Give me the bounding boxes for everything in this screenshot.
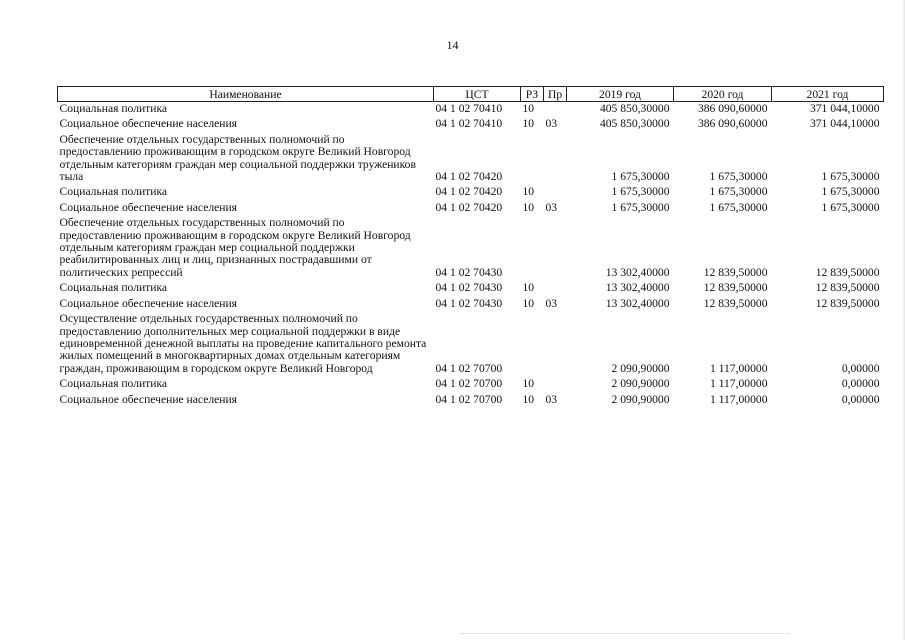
row-rz xyxy=(521,216,544,281)
row-name: Социальное обеспечение населения xyxy=(59,296,238,310)
row-rz xyxy=(521,133,544,186)
row-cst: 04 1 02 70420 xyxy=(435,200,503,214)
table-header-row xyxy=(58,87,884,102)
row-cst: 04 1 02 70430 xyxy=(435,265,503,279)
header-rz: РЗ xyxy=(521,87,544,102)
row-cst: 04 1 02 70700 xyxy=(435,392,503,406)
row-rz: 10 xyxy=(522,185,535,199)
row-value-2021: 1 675,30000 xyxy=(821,185,880,199)
table-row xyxy=(58,102,884,118)
row-value-2019: 2 090,90000 xyxy=(611,377,670,391)
row-pr: 03 xyxy=(545,200,558,214)
row-value-2019: 13 302,40000 xyxy=(605,265,670,279)
table-row xyxy=(58,393,884,408)
row-name: Социальная политика xyxy=(59,281,168,295)
table-row xyxy=(58,185,884,200)
header-cst: ЦСТ xyxy=(434,87,521,102)
row-value-2020: 386 090,60000 xyxy=(697,102,768,115)
row-value-2019: 1 675,30000 xyxy=(611,200,670,214)
row-value-2021: 0,00000 xyxy=(841,361,880,375)
row-value-2020: 1 117,00000 xyxy=(709,377,768,391)
row-name: Обеспечение отдельных государственных полномочий по предоставлению проживающим в городском округе Великий Новгород отдельным категориям граждан мер социальной поддержки тружеников тыла xyxy=(59,132,416,184)
row-rz: 10 xyxy=(522,281,535,295)
header-name: Наименование xyxy=(58,87,434,102)
row-pr: 03 xyxy=(545,296,558,310)
row-name: Социальное обеспечение населения xyxy=(59,392,238,406)
row-value-2020: 12 839,50000 xyxy=(703,265,768,279)
row-rz: 10 xyxy=(522,296,535,310)
row-cst: 04 1 02 70410 xyxy=(435,117,503,131)
row-rz: 10 xyxy=(522,102,535,115)
row-value-2020: 12 839,50000 xyxy=(703,296,768,310)
budget-table xyxy=(57,86,884,408)
row-value-2019: 1 675,30000 xyxy=(611,185,670,199)
row-value-2019: 13 302,40000 xyxy=(605,281,670,295)
row-cst: 04 1 02 70430 xyxy=(435,296,503,310)
table-body xyxy=(58,102,884,408)
row-cst: 04 1 02 70700 xyxy=(435,377,503,391)
header-2021: 2021 год xyxy=(772,87,884,102)
table-row xyxy=(58,377,884,392)
row-value-2020: 1 117,00000 xyxy=(709,361,768,375)
table-row xyxy=(58,281,884,296)
row-value-2021: 0,00000 xyxy=(841,377,880,391)
table-row xyxy=(58,312,884,377)
row-pr xyxy=(544,185,567,200)
table-row xyxy=(58,133,884,186)
row-value-2021: 1 675,30000 xyxy=(821,170,880,184)
row-name: Социальное обеспечение населения xyxy=(59,200,238,214)
row-value-2021: 12 839,50000 xyxy=(815,281,880,295)
row-value-2020: 1 117,00000 xyxy=(709,392,768,406)
row-rz xyxy=(521,312,544,377)
row-pr xyxy=(544,377,567,392)
row-name: Социальная политика xyxy=(59,377,168,391)
row-rz: 10 xyxy=(522,200,535,214)
row-pr xyxy=(544,133,567,186)
row-pr xyxy=(544,102,567,118)
row-rz: 10 xyxy=(522,392,535,406)
page-number: 14 xyxy=(446,38,459,52)
row-value-2020: 12 839,50000 xyxy=(703,281,768,295)
row-value-2019: 405 850,30000 xyxy=(599,117,670,131)
row-cst: 04 1 02 70410 xyxy=(435,102,503,115)
header-2019: 2019 год xyxy=(567,87,674,102)
row-value-2021: 12 839,50000 xyxy=(815,296,880,310)
row-value-2021: 371 044,10000 xyxy=(809,102,880,115)
row-value-2019: 2 090,90000 xyxy=(611,361,670,375)
row-cst: 04 1 02 70420 xyxy=(435,170,503,184)
row-name: Социальное обеспечение населения xyxy=(59,117,238,131)
row-cst: 04 1 02 70430 xyxy=(435,281,503,295)
row-pr: 03 xyxy=(545,392,558,406)
row-cst: 04 1 02 70420 xyxy=(435,185,503,199)
row-value-2021: 0,00000 xyxy=(841,392,880,406)
row-value-2020: 1 675,30000 xyxy=(709,170,768,184)
table-row xyxy=(58,117,884,132)
row-cst: 04 1 02 70700 xyxy=(435,361,503,375)
row-value-2020: 386 090,60000 xyxy=(697,117,768,131)
row-value-2019: 2 090,90000 xyxy=(611,392,670,406)
row-pr: 03 xyxy=(545,117,558,131)
row-pr xyxy=(544,216,567,281)
row-name: Обеспечение отдельных государственных полномочий по предоставлению проживающим в городском округе Великий Новгород отдельным категориям граждан мер социальной поддержки реабилитированных лиц и лиц, признанных пострадавшими от политических репрессий xyxy=(59,216,411,279)
row-name: Социальная политика xyxy=(59,185,168,199)
scan-bottom-artifact xyxy=(460,633,790,636)
row-value-2019: 405 850,30000 xyxy=(599,102,670,115)
row-name: Осуществление отдельных государственных полномочий по предоставлению дополнительных мер социальной поддержки в виде единовременной денежной выплаты на проведение капитального ремонта жилых помещений в многоквартирных домах отдельным категориям граждан, проживающим в городском округе Великий Новгород xyxy=(59,312,427,375)
row-value-2019: 1 675,30000 xyxy=(611,170,670,184)
header-pr: Пр xyxy=(544,87,567,102)
table-row xyxy=(58,297,884,312)
row-value-2021: 12 839,50000 xyxy=(815,265,880,279)
row-value-2020: 1 675,30000 xyxy=(709,200,768,214)
row-value-2021: 371 044,10000 xyxy=(809,117,880,131)
row-name: Социальная политика xyxy=(59,102,168,115)
row-value-2019: 13 302,40000 xyxy=(605,296,670,310)
row-value-2020: 1 675,30000 xyxy=(709,185,768,199)
header-2020: 2020 год xyxy=(674,87,772,102)
row-pr xyxy=(544,312,567,377)
row-rz: 10 xyxy=(522,377,535,391)
row-pr xyxy=(544,281,567,296)
row-rz: 10 xyxy=(522,117,535,131)
table-row xyxy=(58,201,884,216)
row-value-2021: 1 675,30000 xyxy=(821,200,880,214)
table-row xyxy=(58,216,884,281)
